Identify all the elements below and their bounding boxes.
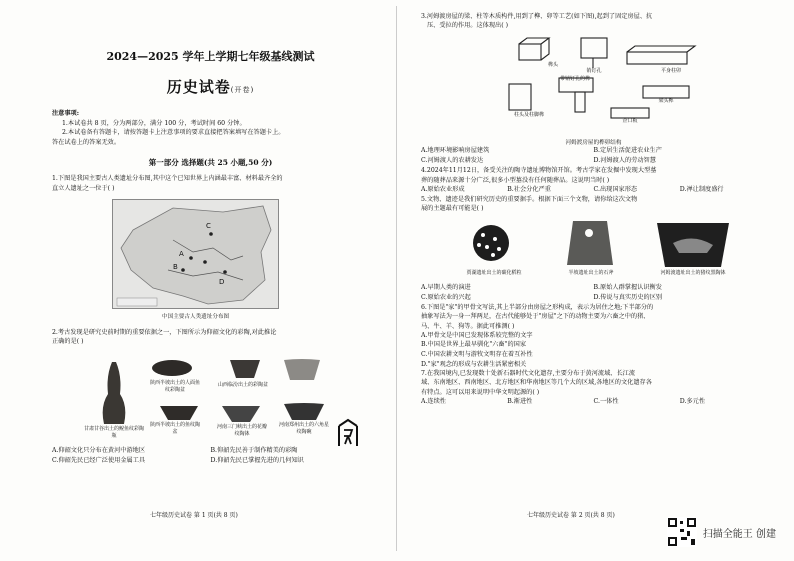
q7-option-a[interactable]: A.连续性 xyxy=(421,397,446,405)
qr-code-icon xyxy=(667,517,697,547)
page-2 xyxy=(397,0,794,561)
section-title: 第一部分 选择题(共 25 小题,50 分) xyxy=(148,158,273,168)
q5-stem-2: 展的主题最有可能是( ) xyxy=(421,205,484,213)
q2-option-d[interactable]: D.仰韶先民已掌握先进的几何知识 xyxy=(210,457,304,465)
china-sites-map xyxy=(112,199,279,309)
q6-option-d[interactable]: D."家"观念的形成与农耕生活紧密相关 xyxy=(421,360,527,368)
map-caption: 中国主要古人类遗址分布图 xyxy=(162,313,230,320)
q3-option-d[interactable]: D.河姆渡人的劳动智慧 xyxy=(593,157,656,165)
scanner-watermark xyxy=(667,517,776,547)
q6-line-3: 马、牛、羊、狗等。据此可推测( ) xyxy=(421,322,515,330)
paper-title xyxy=(52,76,369,97)
q7-line-2: 域、东南地区、西南地区、北方地区和华南地区等几个大的区域,各地区的文化遗存各 xyxy=(421,379,652,387)
q2-option-c[interactable]: C.仰韶先民已经广泛使用金属工具 xyxy=(52,457,146,465)
q7-option-d[interactable]: D.多元性 xyxy=(679,397,706,405)
q6-option-a[interactable]: A.甲骨文是中国已发现体系较完整的文字 xyxy=(421,331,533,339)
notice-line-3: 答在试卷上的答案无效。 xyxy=(52,138,121,146)
label-ping-shen-zhu: 平身柱卯 xyxy=(660,68,681,75)
q4-option-c[interactable]: C.出现国家形态 xyxy=(593,185,638,193)
q5-option-c[interactable]: C.原始农业的兴起 xyxy=(421,294,471,302)
q6-line-1: 6.下图是"家"的甲骨文写法,其上半部分由房屋之形构成，表示为居住之地;下半部分的 xyxy=(421,304,654,312)
q4-option-d[interactable]: D.禅让制度盛行 xyxy=(679,185,724,193)
q3-stem-2: 压、受拉的作用。这体现出( ) xyxy=(427,22,509,30)
notice-heading: 注意事项: xyxy=(52,110,80,117)
q7-option-b[interactable]: B.渐进性 xyxy=(507,397,533,405)
q5-option-b[interactable]: B.原始人群掌握认识衡发 xyxy=(593,284,662,292)
q5-options xyxy=(421,283,766,303)
artifacts-figure xyxy=(421,217,766,283)
label-dai-xiao-ding: 带销钉孔的榫 xyxy=(559,76,590,83)
pot-caption-6: 河南郑州出土的六角星纹陶碗 xyxy=(278,422,329,435)
pot-caption-1: 甘肃甘谷出土的鲵鱼纹彩陶瓶 xyxy=(84,426,145,439)
q7-line-1: 7.在我国境内,已发现数十处新石器时代文化遗存,主要分布于黄河流域、长江流 xyxy=(421,370,636,378)
label-sunt-tou: 榫头 xyxy=(547,62,558,69)
q3-option-b[interactable]: B.定居生活促进农业生产 xyxy=(593,147,662,155)
map-label-d: D xyxy=(219,277,225,286)
q3-option-a[interactable]: A.地理环境影响房屋建筑 xyxy=(421,147,490,155)
notice-line-2: 2.本试卷备有答题卡，请按答题卡上注意事项的要求直接把答案填写在答题卡上。 xyxy=(62,129,285,137)
mortise-caption: 河姆渡房屋的榫卯结构 xyxy=(565,140,622,147)
page-2-footer: 七年级历史试卷 第 2 页(共 8 页) xyxy=(527,512,615,519)
label-xiao-ding-kong: 销钉孔 xyxy=(586,68,602,75)
q6-options xyxy=(421,331,766,369)
q4-stem-1: 4.2024年11月12日，备受关注的陶寺遗址博物馆开馆。考古学家在发掘中发现大型墓 xyxy=(421,167,657,175)
q2-stem-1: 2.考古发现是研究史前时期的重要依据之一，下图所示为仰韶文化的彩陶,对此推论 xyxy=(52,328,277,336)
label-qi-kou-ban: 企口板 xyxy=(622,118,638,125)
q7-option-c[interactable]: C.一体性 xyxy=(593,397,619,405)
label-zhu-tou: 柱头及柱脚榫 xyxy=(513,112,544,119)
paper-title-note: (开卷) xyxy=(230,86,255,94)
label-liang-tou: 梁头榫 xyxy=(658,98,674,105)
q5-stem-1: 5.文物、遗迹是我们研究历史的重要据手。根据下面三个文物，请你给这次文物 xyxy=(421,195,638,203)
map-label-c: C xyxy=(206,221,211,230)
q1-stem-1: 1.下图是我国主要古人类遗址分布图,其中这个已知世界上内涵最丰富、材料最齐全的 xyxy=(52,175,283,183)
pot-caption-2: 陕西半坡出土的人面鱼纹彩陶盆 xyxy=(150,380,201,393)
artifact-caption-1: 贾湖遗址出土的碳化稻粒 xyxy=(466,270,522,277)
pot-caption-3: 山西临汾出土的彩陶盆 xyxy=(218,382,269,389)
q3-stem-1: 3.河姆渡房屋的梁、柱等木质构件,用到了榫、卯等工艺(如下图),起到了固定房屋、抗 xyxy=(421,13,653,20)
notice-line-1: 1.本试卷共 8 页，分为两部分，满分 100 分，考试时间 60 分钟。 xyxy=(62,119,246,127)
map-label-a: A xyxy=(179,249,184,258)
artifact-caption-3: 河姆渡遗址出土的猪纹黑陶钵 xyxy=(660,270,726,277)
exam-title: 2024—2025 学年上学期七年级基线测试 xyxy=(106,50,315,63)
mortise-tenon-figure xyxy=(501,34,701,136)
map-label-b: B xyxy=(173,262,178,271)
q2-options xyxy=(52,446,369,466)
q5-option-a[interactable]: A.早期人类的演进 xyxy=(421,284,471,292)
artifact-caption-2: 半坡遗址出土的石斧 xyxy=(568,270,614,277)
q2-option-b[interactable]: B.仰韶先民善于制作精美的彩陶 xyxy=(210,447,298,455)
q6-option-c[interactable]: C.中国农耕文明与游牧文明存在着互补性 xyxy=(421,351,533,359)
q5-option-d[interactable]: D.传说与真实历史的区别 xyxy=(593,294,663,302)
paper-title-text: 历史试卷 xyxy=(166,78,231,96)
pottery-figure xyxy=(52,354,369,442)
oracle-bone-jia-glyph xyxy=(336,418,360,448)
q4-stem-2: 葬的随葬品来源十分广泛,很多小型墓没有任何随葬品。这说明当时( ) xyxy=(421,176,610,184)
q2-option-a[interactable]: A.仰韶文化只分布在黄河中游地区 xyxy=(52,447,146,455)
q4-option-a[interactable]: A.原始农业形成 xyxy=(421,185,465,193)
q6-option-b[interactable]: B.中国是世界上最早驯化"六畜"的国家 xyxy=(421,341,527,349)
q4-options xyxy=(421,185,766,195)
q3-option-c[interactable]: C.河姆渡人的农耕发达 xyxy=(421,157,484,165)
scanner-label: 扫描全能王 创建 xyxy=(702,528,776,540)
pot-caption-5: 河南三门峡出土的花瓣纹陶钵 xyxy=(216,424,267,437)
q4-option-b[interactable]: B.社会分化严重 xyxy=(507,185,551,193)
q3-options xyxy=(421,146,766,166)
q7-line-3: 有特点。这可以用来说明中华文明起源的( ) xyxy=(421,388,540,396)
q2-stem-2: 正确的是( ) xyxy=(52,337,84,345)
q7-options xyxy=(421,397,766,407)
pot-caption-4: 陕西半坡出土的鱼纹陶盆 xyxy=(150,422,201,435)
page-1-footer: 七年级历史试卷 第 1 页(共 8 页) xyxy=(150,512,238,519)
q6-line-2: 抽象写法为一身一拜两足，在古代能够处于"房屋"之下的动物主要为六畜之中的猪、 xyxy=(421,313,650,321)
q1-stem-2: 直立人遗址之一位于( ) xyxy=(52,184,115,192)
